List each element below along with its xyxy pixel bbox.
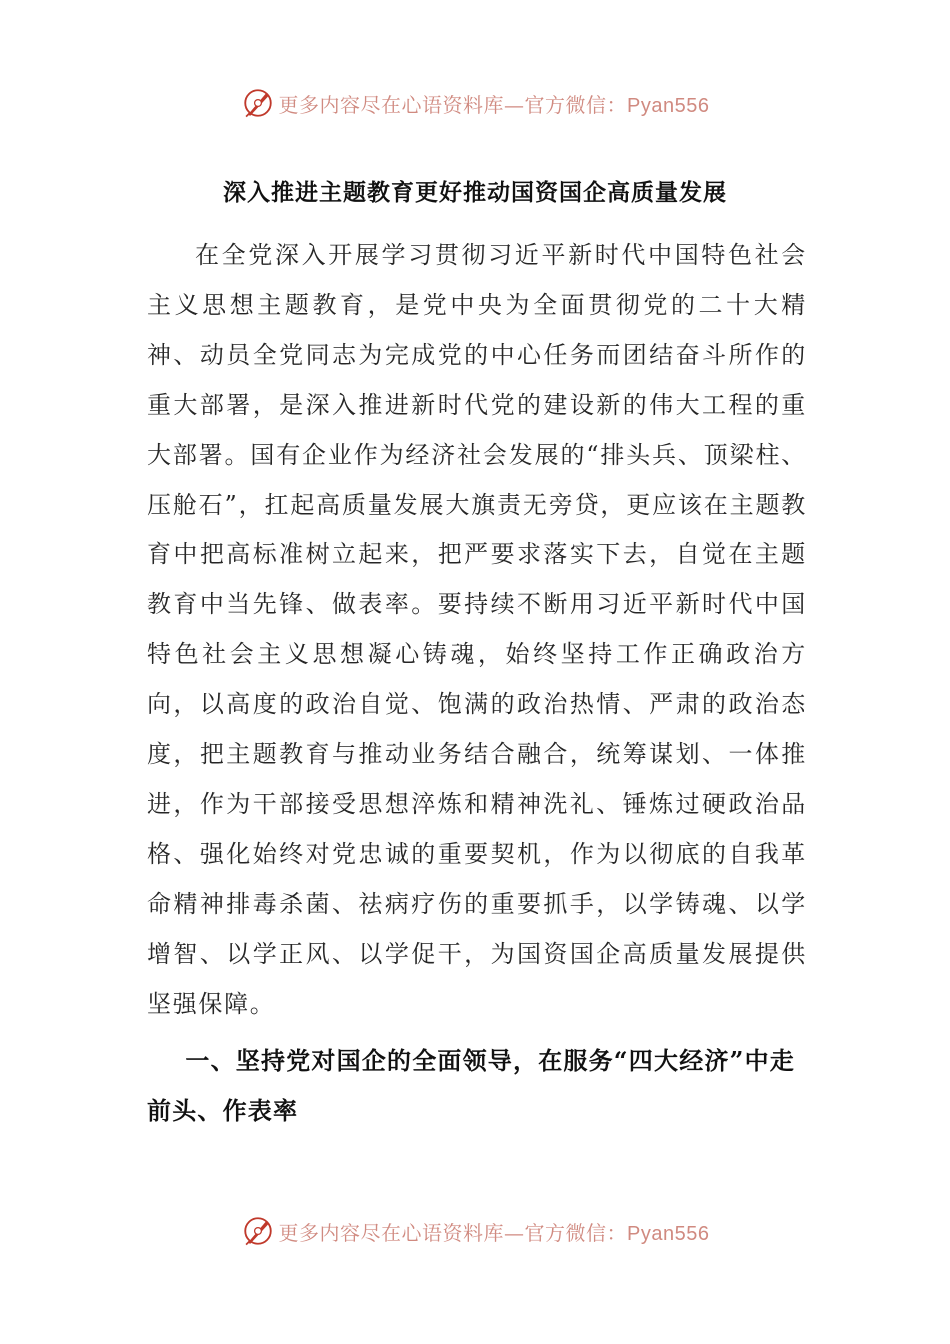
- watermark-wechat-id: Pyan556: [627, 1222, 710, 1245]
- quill-pen-logo-icon: [241, 1214, 275, 1248]
- watermark-footer: [0, 1211, 950, 1251]
- body-paragraph: 在全党深入开展学习贯彻习近平新时代中国特色社会主义思想主题教育，是党中央为全面贯彻党的二十大精神、动员全党同志为完成党的中心任务而团结奋斗所作的重大部署，是深入推进新时代党的建设新的伟大工程的重大部署。国有企业作为经济社会发展的“排头兵、顶梁柱、压舱石”，扛起高质量发展大旗责无旁贷，更应该在主题教育中把高标准树立起来，把严要求落实下去，自觉在主题教育中当先锋、做表率。要持续不断用习近平新时代中国特色社会主义思想凝心铸魂，始终坚持工作正确政治方向，以高度的政治自觉、饱满的政治热情、严肃的政治态度，把主题教育与推动业务结合融合，统筹谋划、一体推进，作为干部接受思想淬炼和精神洗礼、锤炼过硬政治品格、强化始终对党忠诚的重要契机，作为以彻底的自我革命精神排毒杀菌、祛病疗伤的重要抓手，以学铸魂、以学增智、以学正风、以学促干，为国资国企高质量发展提供坚强保障。: [147, 241, 807, 1018]
- watermark-header: [0, 83, 950, 123]
- watermark-text: [279, 1217, 710, 1246]
- quill-pen-logo-icon: [241, 86, 275, 120]
- watermark-wechat-id: Pyan556: [627, 94, 710, 117]
- section-heading: 一、坚持党对国企的全面领导，在服务“四大经济”中走前头、作表率: [147, 1046, 795, 1125]
- watermark-prefix: 更多内容尽在心语资料库—官方微信：: [278, 92, 628, 117]
- document-title: 深入推进主题教育更好推动国资国企高质量发展: [223, 179, 727, 206]
- watermark-text: [279, 89, 710, 118]
- watermark-prefix: 更多内容尽在心语资料库—官方微信：: [278, 1220, 628, 1245]
